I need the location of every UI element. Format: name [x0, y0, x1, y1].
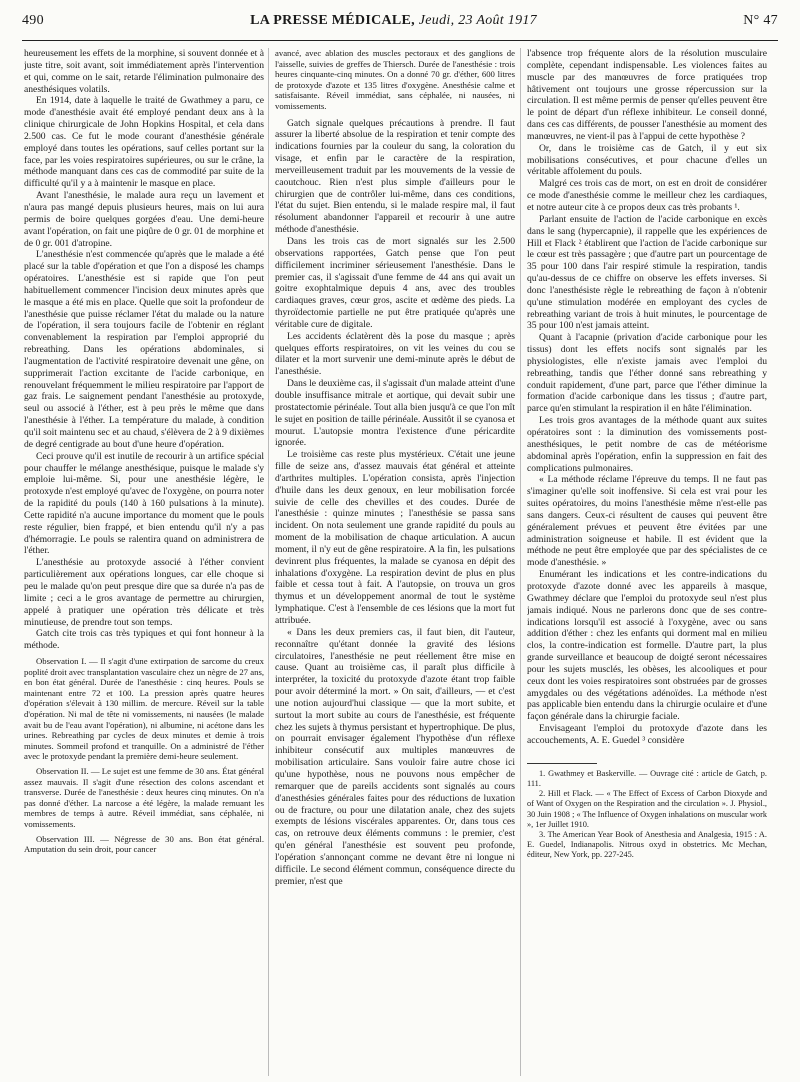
paragraph: Avant l'anesthésie, le malade aura reçu un lavement et n'aura pas mangé depuis plusieurs heures, mais on lui aura permis de boire quelques gorgées d'eau. Une demi-heure avant l'opération, on fait une piqûre de 0 gr. 01 de morphine et de 0 gr. 001 d'atropine. [24, 190, 264, 249]
paragraph: Les trois gros avantages de la méthode quant aux suites opératoires sont : la diminution des vomissements post-anesthésiques, le petit nombre de cas de météorisme abdominal après l'opération, enfin la suppression en fait des complications pulmonaires. [527, 415, 767, 474]
page-header [22, 6, 778, 36]
column-1 [24, 48, 264, 1078]
page-number: 490 [22, 13, 44, 28]
paragraph: Quant à l'acapnie (privation d'acide carbonique pour les tissus) dont les effets nocifs sont signalés par les physiologistes, elle n'existe jamais avec l'emploi du rebreathing, tandis que l'éther donné sans rebreathing y conduit rapidement, d'une part, parce que l'éther diminue la formation d'acide carbonique dans les tissus ; d'autre part, parce qu'en stimulant la respiration il en hâte l'élimination. [527, 332, 767, 415]
column-divider [520, 48, 521, 1076]
observation-3-continued: avancé, avec ablation des muscles pectoraux et des ganglions de l'aisselle, suivies de greffes de Thiersch. Durée de l'anesthésie : trois heures cinquante-cinq minutes. On a donné 70 gr. d'éther, 600 litres de protoxyde d'azote et 135 litres d'oxygène. Anesthésie calme et satisfaisante. Réveil immédiat, sans céphalée, ni nausées, ni vomissements. [275, 48, 515, 111]
issue-number: N° 47 [743, 13, 778, 28]
footnote-3: 3. The American Year Book of Anesthesia and Analgesia, 1915 : A. E. Guedel, Indianapolis. Nitrous oxyd in obstetrics. Mc Mechan, éditeur, New York, pp. 227-245. [527, 830, 767, 860]
paragraph: Malgré ces trois cas de mort, on est en droit de considérer ce mode d'anesthésie comme le meilleur chez les cardiaques, et notre auteur cite à ce propos deux cas très probants ¹. [527, 178, 767, 213]
journal-name: LA PRESSE MÉDICALE, [250, 13, 415, 28]
paragraph: Dans le deuxième cas, il s'agissait d'un malade atteint d'une double insuffisance mitrale et aortique, qui devait subir une prostatectomie périnéale. Tout alla bien jusqu'à ce que l'on mît le sujet en position de taille périnéale. Aussitôt il se cyanosa et mourut. L'autopsie montra l'existence d'une péricardite ignorée. [275, 378, 515, 449]
column-2 [275, 48, 515, 1078]
paragraph: Enumérant les indications et les contre-indications du protoxyde d'azote donné avec les appareils à masque, Gwathmey déclare que l'emploi du protoxyde seul n'est plus jamais indiqué. Nous ne parlerons donc que de ses contre-indications lorsqu'il est associé à l'oxygène, avec ou sans addition d'éther : chez les enfants qui dorment mal en milieu clos, la contre-indication est formelle. D'autre part, la plus grande surveillance et beaucoup de doigté seront nécessaires pour les sujets musclés, les obèses, les alcooliques et pour ceux dont les voies respiratoires sont obstruées par de grosses amygdales ou des végétations adénoïdes. La méthode n'est pas applicable bien entendu dans la chirurgie oculaire et d'une façon générale dans la chirurgie faciale. [527, 569, 767, 723]
paragraph: l'absence trop fréquente alors de la résolution musculaire complète, cependant indispensable. Les violences faites au muscle par des manœuvres de force pratiquées trop hâtivement ont toujours une grosse répercussion sur la circulation. Il est même permis de penser qu'elles peuvent être le point de départ d'un réflexe inhibiteur. Le conseil donné, dans ces cas différents, de pousser l'anesthésie au moment des manœuvres, ne vient-il pas à l'appui de cette hypothèse ? [527, 48, 767, 142]
paragraph: L'anesthésie n'est commencée qu'après que le malade a été placé sur la table d'opération et que l'on a disposé les champs opératoires. L'anesthésie est si rapide que l'on peut habituellement commencer l'incision deux minutes après que le masque a été mis en place. Quelle que soit la profondeur de l'anesthésie que puisse réclamer l'état du malade ou la nature de l'opération, il sera toujours facile de l'obtenir en réglant convenablement la respiration par l'emploi approprié du rebreathing. Dans les opérations abdominales, si l'augmentation de l'activité respiratoire devenait une gêne, on supprimerait l'action excitante de l'acide carbonique, en renouvelant fréquemment le milieu respiratoire par l'apport de gaz frais. Le saignement pendant l'anesthésie au protoxyde, seul ou associé à l'éther, est à peu près le même que dans l'anesthésie à l'éther. La température du malade, à condition qu'il soit maintenu sec et au chaud, s'élèvera de 2 à 9 dixièmes de degré centigrade au bout d'une heure d'opération. [24, 249, 264, 450]
paragraph: En 1914, date à laquelle le traité de Gwathmey a paru, ce mode d'anesthésie avait été employé pendant deux ans à la clinique chirurgicale de John Hopkins Hospital, et cela dans 2.500 cas. Ce fut le mode courant d'anesthésie générale employé dans toutes les opérations, sauf celles portant sur la face, par les voies respiratoires supérieures, ou sur le crâne, la méthode manquant dans ces cas de commodité par suite de la difficulté qu'il y a à maintenir le masque en place. [24, 95, 264, 190]
paragraph: L'anesthésie au protoxyde associé à l'éther convient particulièrement aux opérations longues, car elle choque si peu le malade qu'on peut presque dire que sa durée n'a pas de limite ; ceci a le gros avantage de permettre au chirurgien, appelé à pratiquer une opération très délicate et très minutieuse, de prendre tout son temps. [24, 557, 264, 628]
paragraph: Gatch cite trois cas très typiques et qui font honneur à la méthode. [24, 628, 264, 652]
paragraph: Le troisième cas reste plus mystérieux. C'était une jeune fille de seize ans, d'assez mauvais état général et atteinte d'arthrites multiples. L'opération consista, après l'injection d'huile dans les deux genoux, en leur mobilisation forcée suivie de celle des chevilles et des coudes. Durée de l'anesthésie : quinze minutes ; l'anesthésie se passa sans incident. On nota seulement une grande rapidité du pouls au moment de la mobilisation de chaque articulation. A aucun moment, il n'y eut de gêne respiratoire. A la fin, les pulsations devinrent plus fréquentes, la malade se cyanosa en dépit des inhalations d'oxygène. La respiration devint de plus en plus faible et cessa tout à fait. A l'autopsie, on trouva un gros thymus et un développement anormal de tout le système lymphatique. C'est à l'ensemble de ces lésions que la mort fut attribuée. [275, 449, 515, 626]
footnote-2: 2. Hill et Flack. — « The Effect of Excess of Carbon Dioxyde and of Want of Oxygen on the Respiration and the circulation ». J. Physiol., 30 Juin 1908 ; « The Influence of Oxygen inhalations on muscular work », 1er Juillet 1910. [527, 789, 767, 829]
paragraph: Les accidents éclatèrent dès la pose du masque ; après quelques efforts respiratoires, on vit les veines du cou se dilater et la mort survenir une demi-minute après le début de l'anesthésie. [275, 330, 515, 378]
paragraph: Dans les trois cas de mort signalés sur les 2.500 observations rapportées, Gatch pense que l'on peut difficilement incriminer sérieusement l'anesthésie. Dans le premier cas, il s'agissait d'une femme de 44 ans qui avait un goitre exophtalmique depuis 4 ans, avec des troubles cardiaques graves, cœur gros, ascite et œdème des pieds. La thyroïdectomie partielle ne put être pratiquée qu'après une véritable cure de digitale. [275, 236, 515, 330]
observation-3: Observation III. — Négresse de 30 ans. Bon état général. Amputation du sein droit, pour cancer [24, 833, 264, 855]
paragraph: Parlant ensuite de l'action de l'acide carbonique en excès dans le sang (hypercapnie), il rappelle que les expériences de Hill et Flack ² établirent que l'action de l'acide carbonique sur le cœur est très passagère ; que d'autre part un pourcentage de 35 pour 100 dans l'air respiré stimule la respiration, tandis qu'au-dessus de ce chiffre on observe les effets inverses. Si donc l'anesthésiste règle le rebreathing de façon à n'obtenir qu'une stimulation modérée en employant des cycles de rebreathing variant de trois à huit minutes, le pourcentage de 35 pour 100 n'est jamais atteint. [527, 213, 767, 332]
observation-1: Observation I. — Il s'agit d'une extirpation de sarcome du creux poplité droit avec transplantation vasculaire chez un nègre de 27 ans, en bon état général. Durée de l'anesthésie : cinq heures. Pouls se maintenant entre 72 et 100. La pression après quatre heures d'opération s'élevait à 130 millim. de mercure. Réveil sur la table d'opération. Ni mal de tête ni vomissements, ni nausées (le malade avait bu de l'eau avant l'opération), ni albumine, ni acétone dans les urines. Rebreathing par cycles de deux minutes et demie à trois minutes. Sommeil profond et tranquille. On a administré de l'éther avec le protoxyde pendant la première demi-heure seulement. [24, 656, 264, 762]
observation-2: Observation II. — Le sujet est une femme de 30 ans. État général assez mauvais. Il s'agit d'une résection des colons ascendant et transverse. Durée de l'anesthésie : deux heures cinq minutes. On n'a pas donné d'éther. La narcose a été légère, la malade remuant les membres de temps à autre. Réveil immédiat, sans céphalée, ni vomissements. [24, 765, 264, 829]
paragraph: Gatch signale quelques précautions à prendre. Il faut assurer la liberté absolue de la respiration et tenir compte des indications fournies par la couleur du sang, la coloration du visage, et enfin par le caractère de la respiration, merveilleusement traduit par les mouvements de la vessie de caoutchouc. Rien n'est plus simple d'ailleurs pour le chirurgien que de contrôler lui-même, dans ces conditions, l'état du sujet. Bien entendu, si le malade respire mal, il faut résolument abandonner l'appareil et recourir à une autre méthode d'anesthésie. [275, 117, 515, 236]
column-divider [268, 48, 269, 1076]
paragraph: Or, dans le troisième cas de Gatch, il y eut six mobilisations consécutives, et pour chacune d'elles un véritable affolement du pouls. [527, 142, 767, 178]
paragraph: « La méthode réclame l'épreuve du temps. Il ne faut pas s'imaginer qu'elle soit inoffensive. Si cela est vrai pour les suites opératoires, du moins l'anesthésie même n'est-elle pas sans dangers. Ceux-ci résultent de causes qui peuvent être généralement prévues et peuvent être évitées par une administration soigneuse et habile. Il est évident que la méthode ne peut être employée que par des spécialistes de ce mode d'anesthésie. » [527, 474, 767, 569]
issue-date: Jeudi, 23 Août 1917 [418, 13, 537, 28]
footnote-rule [527, 763, 597, 764]
footnote-1: 1. Gwathmey et Baskerville. — Ouvrage cité : article de Gatch, p. 111. [527, 768, 767, 788]
paragraph: heureusement les effets de la morphine, si souvent donnée et à juste titre, soit avant, soit immédiatement après l'intervention et qui, comme on le sait, retarde l'élimination pulmonaire des anesthésiques volatils. [24, 48, 264, 95]
paragraph: « Dans les deux premiers cas, il faut bien, dit l'auteur, reconnaître qu'étant donnée la gravité des lésions circulatoires, l'anesthésie ne peut réellement être mise en cause. Quant au troisième cas, il paraît plus difficile à interpréter, la toxicité du protoxyde d'azote étant trop faible pour avoir déterminé la mort. » On sait, d'ailleurs, — et c'est une notion aujourd'hui classique — que la mort subite, et surtout la mort subite au cours de l'anesthésie, est fréquente chez les sujets à thymus persistant et hypertrophique. De plus, on pourrait envisager également l'hypothèse d'un réflexe inhibiteur consécutif aux multiples manœuvres de mobilisation articulaire. Sans vouloir faire autre chose ici qu'une hypothèse, nous ne pouvons nous empêcher de remarquer que de pareils accidents sont signalés au cours d'anesthésies générales faites pour des réductions de luxation ou de fracture, ou pour une dilatation anale, chez des sujets exempts de lésions viscérales apparentes. Or, dans tous ces cas, on retrouve deux éléments communs : le premier, c'est qu'en général l'anesthésie est souvent peu profonde, l'opération s'annonçant comme ne devant être ni longue ni difficile. Le second élément commun, conséquence directe du premier, n'est que [275, 626, 515, 887]
journal-title [250, 13, 537, 29]
paragraph: Envisageant l'emploi du protoxyde d'azote dans les accouchements, A. E. Guedel ³ considère [527, 723, 767, 746]
column-3 [527, 48, 767, 1078]
paragraph: Ceci prouve qu'il est inutile de recourir à un artifice spécial pour chauffer le mélange anesthésique, puisque le malade s'y emploie lui-même. Si, pour une anesthésie légère, le protoxyde n'est employé qu'avec de l'oxygène, on pourra noter de la rapidité du pouls (140 à 160 pulsations à la minute). Cette rapidité n'a aucune importance du moment que le pouls reste régulier, bien frappé, et bien entendu qu'il n'y a pas d'hémorragie. Le pouls se ralentira quand on administrera de l'éther. [24, 450, 264, 557]
header-rule [22, 40, 778, 41]
